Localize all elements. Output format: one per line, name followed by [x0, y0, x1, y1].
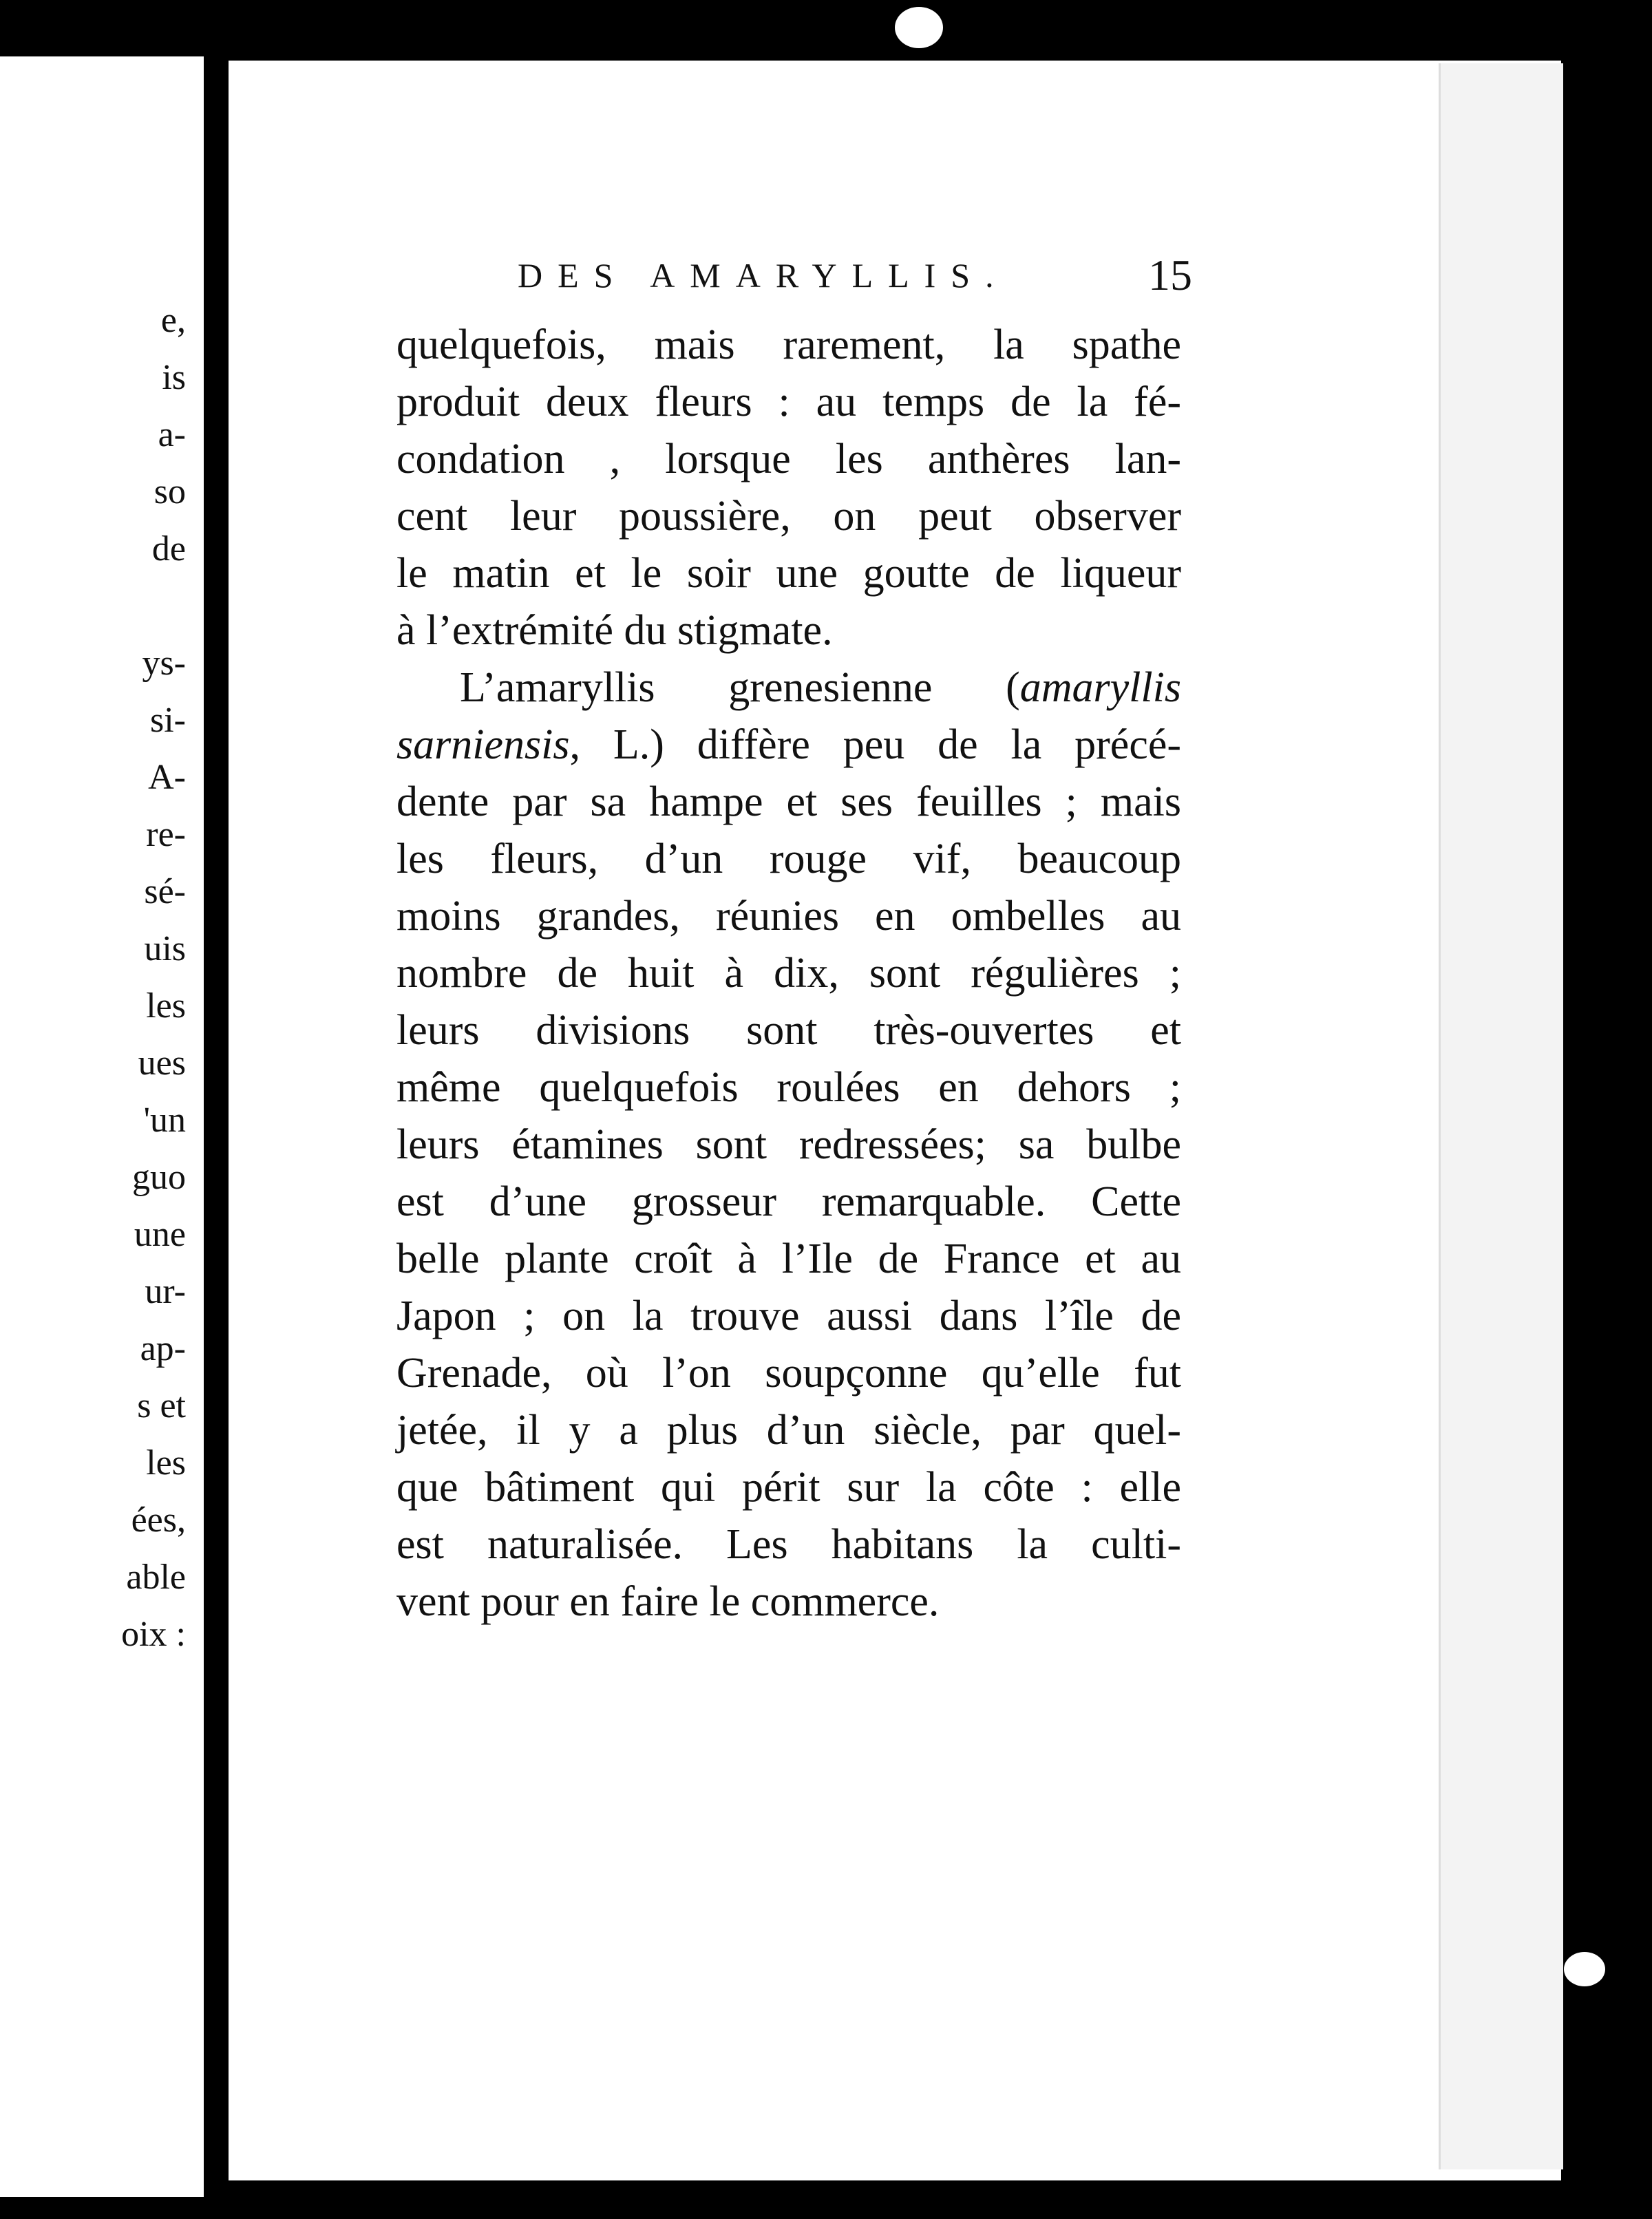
- left-line-fragment: oix :: [121, 1615, 186, 1654]
- text-segment: , L.) diffère peu de la précé-: [569, 721, 1181, 768]
- left-line-fragment: so: [153, 472, 186, 511]
- left-line-fragment: de: [151, 529, 186, 569]
- text-line: à l’extrémité du stigmate.: [396, 607, 833, 654]
- text-line: le matin et le soir une goutte de liqueur: [396, 550, 1181, 597]
- text-line: leurs étamines sont redressées; sa bulbe: [396, 1121, 1181, 1168]
- running-title: DES AMARYLLIS.: [518, 256, 1009, 295]
- text-line: condation , lorsque les anthères lan-: [396, 436, 1181, 482]
- text-line: jetée, il y a plus d’un siècle, par quel-: [396, 1407, 1181, 1454]
- book-gutter: [204, 48, 229, 2168]
- body-text: [396, 317, 1181, 1631]
- text-line: produit deux fleurs : au temps de la fé-: [396, 379, 1181, 425]
- text-segment: L’amaryllis grenesienne (: [460, 664, 1020, 711]
- left-line-fragment: re-: [146, 815, 186, 854]
- text-line: vent pour en faire le commerce.: [396, 1578, 940, 1625]
- text-line: moins grandes, réunies en ombelles au: [396, 893, 1181, 939]
- left-line-fragment: guo: [132, 1158, 186, 1197]
- left-line-fragment: une: [134, 1215, 186, 1254]
- left-line-fragment: A-: [148, 758, 186, 797]
- italic-species-name: amaryllis: [1019, 664, 1181, 711]
- left-line-fragment: si-: [150, 701, 186, 740]
- running-head: [518, 248, 1192, 303]
- text-line: même quelquefois roulées en dehors ;: [396, 1064, 1181, 1111]
- text-line: [396, 716, 1181, 774]
- text-line: belle plante croît à l’Ile de France et au: [396, 1235, 1181, 1282]
- left-line-fragment: is: [162, 358, 186, 397]
- text-line: cent leur poussière, on peut observer: [396, 493, 1181, 540]
- text-line: est naturalisée. Les habitans la culti-: [396, 1521, 1181, 1568]
- text-line: [396, 659, 1181, 716]
- left-page-fragment: [0, 56, 204, 2197]
- text-line: quelquefois, mais rarement, la spathe: [396, 321, 1181, 368]
- left-line-fragment: uis: [144, 929, 186, 968]
- text-line: les fleurs, d’un rouge vif, beaucoup: [396, 836, 1181, 882]
- left-line-fragment: able: [126, 1558, 186, 1597]
- left-line-fragment: ées,: [131, 1500, 186, 1540]
- text-line: dente par sa hampe et ses feuilles ; mais: [396, 778, 1181, 825]
- text-line: est d’une grosseur remarquable. Cette: [396, 1178, 1181, 1225]
- left-line-fragment: ues: [138, 1043, 186, 1083]
- left-line-fragment: ys-: [142, 644, 186, 683]
- text-line: que bâtiment qui périt sur la côte : elle: [396, 1464, 1181, 1511]
- text-line: leurs divisions sont très-ouvertes et: [396, 1007, 1181, 1054]
- left-line-fragment: ap-: [140, 1329, 186, 1368]
- scan-speck: [1564, 1952, 1605, 1986]
- text-line: Japon ; on la trouve aussi dans l’île de: [396, 1293, 1181, 1339]
- left-line-fragment: 'un: [143, 1101, 186, 1140]
- left-line-fragment: les: [146, 986, 186, 1026]
- scan-speck: [895, 7, 943, 48]
- left-line-fragment: ur-: [145, 1272, 186, 1311]
- left-line-fragment: e,: [160, 301, 186, 340]
- text-line: nombre de huit à dix, sont régulières ;: [396, 950, 1181, 997]
- italic-species-name: sarniensis: [396, 721, 570, 768]
- page-number: 15: [1148, 251, 1192, 299]
- text-line: Grenade, où l’on soupçonne qu’elle fut: [396, 1350, 1181, 1397]
- left-line-fragment: les: [146, 1443, 186, 1483]
- left-line-fragment: sé-: [144, 872, 186, 911]
- left-line-fragment: s et: [137, 1386, 186, 1425]
- left-line-fragment: a-: [158, 415, 186, 454]
- page-edge: [1439, 63, 1563, 2169]
